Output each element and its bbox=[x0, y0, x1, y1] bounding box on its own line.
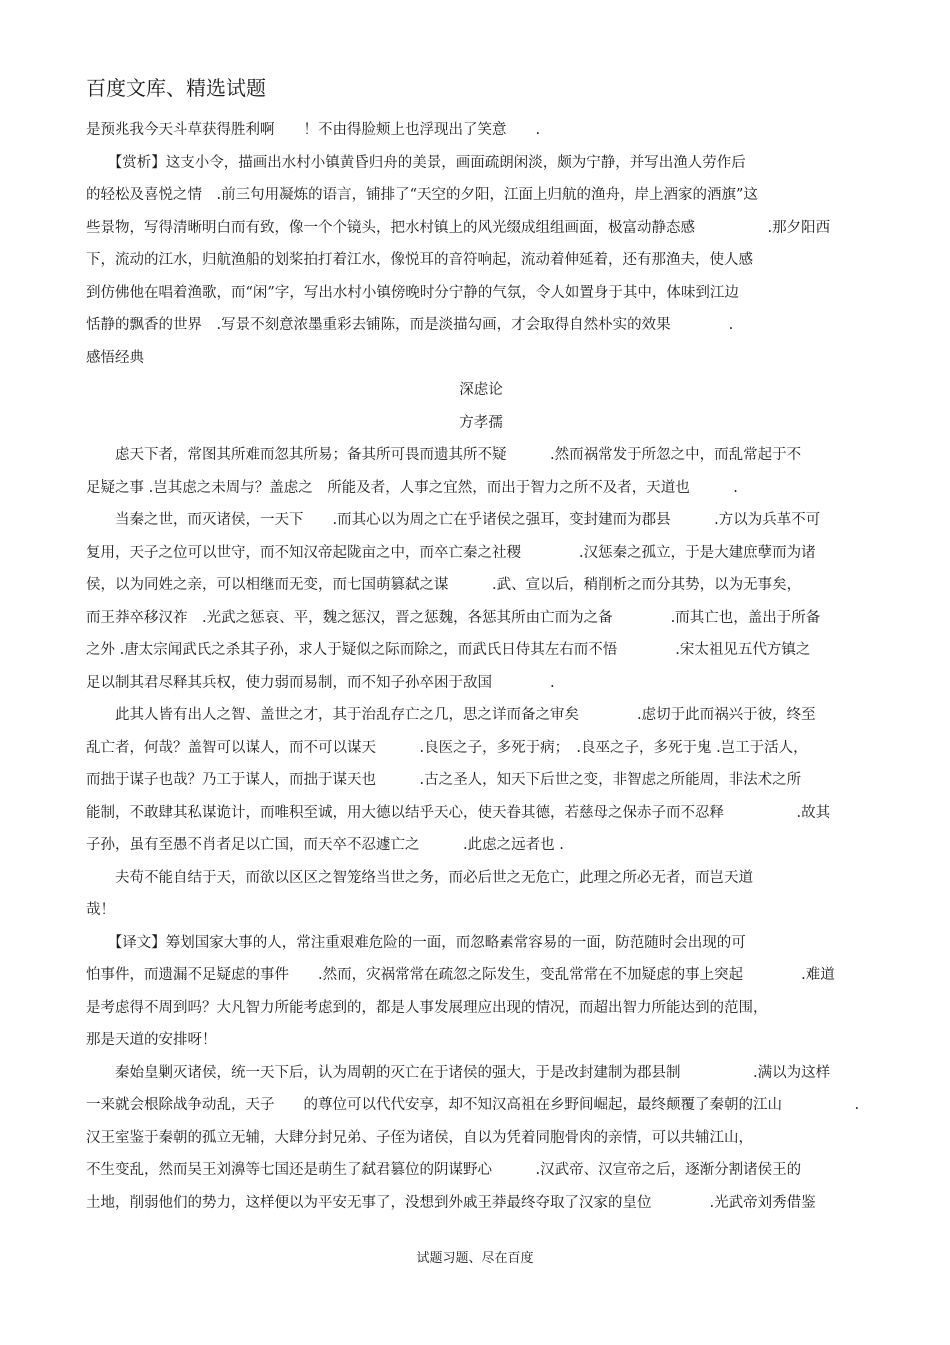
text-line: 的轻松及喜悦之情 .前三句用凝炼的语言，铺排了“天空的夕阳，江面上归航的渔舟，岸上酒家的酒旗”这 bbox=[86, 187, 758, 203]
text-line: 足疑之事 .岂其虑之未周与？盖虑之 所能及者，人事之宜然，而出于智力之所不及者，天道也 . bbox=[86, 479, 738, 496]
text-line: 哉！ bbox=[86, 902, 115, 918]
text-line: 土地，削弱他们的势力，这样便以为平安无事了，没想到外戚王莽最终夺取了汉家的皇位 .光武帝刘秀借鉴 bbox=[86, 1194, 816, 1211]
text-line: 是预兆我今天斗草获得胜利啊 ！不由得脸颊上也浮现出了笑意 . bbox=[86, 122, 541, 138]
text-line: 到仿佛他在唱着渔歌，而“闲”字，写出水村小镇傍晚时分宁静的气氛，令人如置身于其中，体味到江边 bbox=[86, 284, 739, 301]
text-line: 子孙，虽有至愚不肖者足以亡国，而天卒不忍遽亡之 .此虑之远者也 . bbox=[86, 837, 564, 853]
text-line: 是考虑得不周到吗？大凡智力所能考虑到的，都是人事发展理应出现的情况，而超出智力所能达到的范围， bbox=[86, 999, 768, 1016]
text-line: 而王莽卒移汉祚 .光武之惩哀、平，魏之惩汉，晋之惩魏，各惩其所由亡而为之备 .而其亡也，盖出于所备 bbox=[86, 609, 821, 626]
text-line: 【译文】筹划国家大事的人，常注重艰难危险的一面，而忽略素常容易的一面，防范随时会出现的可 bbox=[86, 934, 746, 951]
text-line: 怕事件，而遗漏不足疑虑的事件 .然而，灾祸常常在疏忽之际发生，变乱常常在不加疑虑的事上突起 .难道 bbox=[86, 967, 835, 983]
essay-title: 深虑论 bbox=[459, 382, 503, 398]
text-line: 而拙于谋子也哉？乃工于谋人，而拙于谋天也 .古之圣人，知天下后世之变，非智虑之所能周，非法术之所 bbox=[86, 772, 802, 788]
page-header-title: 百度文库、精选试题 bbox=[86, 76, 266, 100]
text-line: 之外 .唐太宗闻武氏之杀其子孙，求人于疑似之际而除之，而武氏日侍其左右而不悟 .宋太祖见五代方镇之 bbox=[86, 642, 811, 658]
text-line: 夫苟不能自结于天，而欲以区区之智笼络当世之务，而必后世之无危亡，此理之所必无者，而岂天道 bbox=[86, 869, 753, 886]
document-body bbox=[86, 114, 876, 1219]
text-line: 一来就会根除战争动乱，天子 的尊位可以代代安享，却不知汉高祖在乡野间崛起，最终颠覆了秦朝的江山 . bbox=[86, 1097, 860, 1113]
text-line: 秦始皇剿灭诸侯，统一天下后，认为周朝的灭亡在于诸侯的强大，于是改封建制为郡县制 .满以为这样 bbox=[86, 1064, 831, 1081]
page-footer: 试题习题、尽在百度 bbox=[416, 1251, 534, 1266]
text-line: 那是天道的安排呀！ bbox=[86, 1032, 217, 1048]
text-line: 恬静的飘香的世界 .写景不刻意浓墨重彩去铺陈，而是淡描勾画，才会取得自然朴实的效果 . bbox=[86, 317, 734, 333]
text-line: 乱亡者，何哉？盖智可以谋人，而不可以谋天 .良医之子，多死于病； .良巫之子，多死于鬼 .岂工于活人， bbox=[86, 739, 808, 756]
section-heading: 感悟经典 bbox=[86, 349, 144, 366]
text-line: 【赏析】这支小令，描画出水村小镇黄昏归舟的美景，画面疏朗闲淡，颇为宁静，并写出渔人劳作后 bbox=[86, 154, 746, 171]
text-line: 虑天下者，常图其所难而忽其所易；备其所可畏而遗其所不疑 .然而祸常发于所忽之中，而乱常起于不 bbox=[86, 447, 802, 463]
text-line: 当秦之世，而灭诸侯，一天下 .而其心以为周之亡在乎诸侯之强耳，变封建而为郡县 .方以为兵革不可 bbox=[86, 512, 821, 528]
text-line: 此其人皆有出人之智、盖世之才，其于治乱存亡之几，思之详而备之审矣 .虑切于此而祸兴于彼，终至 bbox=[86, 707, 816, 723]
text-line: 侯，以为同姓之亲，可以相继而无变，而七国萌篡弑之谋 .武、宣以后，稍削析之而分其势，以为无事矣， bbox=[86, 577, 802, 593]
essay-author: 方孝孺 bbox=[459, 414, 503, 431]
text-line: 不生变乱，然而吴王刘濞等七国还是萌生了弑君篡位的阴谋野心 .汉武帝、汉宣帝之后，逐渐分割诸侯王的 bbox=[86, 1162, 802, 1178]
text-line: 下，流动的江水，归航渔船的划桨拍打着江水，像悦耳的音符响起，流动着伸延着，还有那渔夫，使人感 bbox=[86, 252, 753, 268]
text-line: 汉王室鉴于秦朝的孤立无辅，大肆分封兄弟、子侄为诸侯，自以为凭着同胞骨肉的亲情，可以共辅江山， bbox=[86, 1129, 753, 1146]
text-line: 复用，天子之位可以世守，而不知汉帝起陇亩之中，而卒亡秦之社稷 .汉惩秦之孤立，于是大建庶孽而为诸 bbox=[86, 544, 816, 561]
text-line: 些景物，写得清晰明白而有致，像一个个镜头，把水村镇上的风光缀成组组画面，极富动静态感 .那夕阳西 bbox=[86, 219, 831, 236]
text-line: 能制，不敢肆其私谋诡计，而唯积至诚，用大德以结乎天心，使天眷其德，若慈母之保赤子而不忍释 .故其 bbox=[86, 804, 831, 821]
text-line: 足以制其君尽释其兵权，使力弱而易制，而不知子孙卒困于敌国 . bbox=[86, 674, 555, 691]
